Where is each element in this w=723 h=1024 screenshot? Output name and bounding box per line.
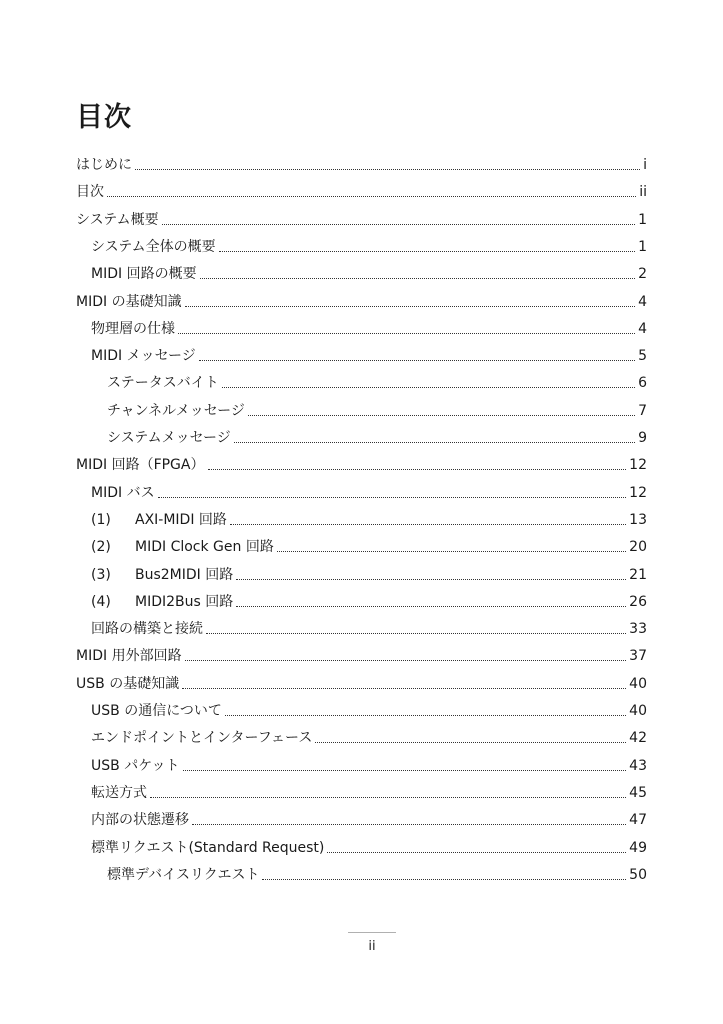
toc-entry-page: 33 [629, 621, 647, 637]
toc-entry-title [91, 784, 147, 802]
toc-entry-page: 12 [629, 485, 647, 501]
toc-entry-page: 26 [629, 594, 647, 610]
toc-entry-page: 2 [638, 266, 647, 282]
toc-entry-label: MIDI 用外部回路 [76, 648, 182, 664]
toc-entry-title [107, 866, 259, 884]
toc-entry[interactable] [91, 228, 647, 256]
toc-entry-number: (3) [91, 567, 111, 583]
toc-entry-title [91, 593, 233, 611]
toc-entry[interactable] [107, 392, 647, 420]
toc-entry-title [76, 183, 104, 201]
toc-entry[interactable] [91, 829, 647, 857]
toc-entry-label: AXI-MIDI 回路 [135, 512, 227, 528]
toc-entry-page: 40 [629, 703, 647, 719]
toc-dot-leader [135, 168, 640, 170]
page-title: 目次 [76, 102, 132, 133]
toc-entry[interactable] [91, 774, 647, 802]
toc-entry[interactable] [107, 419, 647, 447]
toc-entry-page: 5 [638, 348, 647, 364]
toc-entry-title [91, 265, 197, 283]
toc-dot-leader [150, 796, 626, 798]
toc-entry-title [91, 620, 203, 638]
toc-entry[interactable] [107, 856, 647, 884]
toc-entry-title [76, 293, 182, 311]
toc-entry[interactable] [91, 610, 647, 638]
toc-entry-title [107, 429, 231, 447]
toc-dot-leader [192, 823, 626, 825]
toc-dot-leader [236, 605, 626, 607]
toc-entry-label: 内部の状態遷移 [91, 812, 189, 828]
toc-entry-page: 13 [629, 512, 647, 528]
toc-entry-label: 目次 [76, 184, 104, 200]
toc-dot-leader [185, 659, 627, 661]
toc-entry[interactable] [91, 474, 647, 502]
toc-dot-leader [185, 305, 636, 307]
toc-entry-title [76, 211, 159, 229]
toc-dot-leader [162, 223, 635, 225]
toc-entry[interactable] [91, 528, 647, 556]
toc-entry-page: 40 [629, 676, 647, 692]
toc-entry-page: ii [639, 184, 647, 200]
toc-entry-title [76, 647, 182, 665]
toc-entry[interactable] [91, 583, 647, 611]
toc-entry-number: (2) [91, 539, 111, 555]
toc-entry-label: MIDI2Bus 回路 [135, 594, 234, 610]
toc-entry[interactable] [91, 747, 647, 775]
toc-entry-label: システム全体の概要 [91, 239, 216, 255]
toc-dot-leader [222, 386, 635, 388]
toc-entry-title [107, 374, 219, 392]
toc-entry[interactable] [91, 310, 647, 338]
toc-entry-label: MIDI 回路の概要 [91, 266, 197, 282]
toc-dot-leader [206, 632, 626, 634]
toc-entry-title [76, 675, 179, 693]
toc-entry-number: (4) [91, 594, 111, 610]
toc-entry-title [91, 538, 274, 556]
toc-entry-label: USB の基礎知識 [76, 676, 180, 692]
toc-entry[interactable] [76, 637, 647, 665]
toc-dot-leader [234, 441, 635, 443]
toc-dot-leader [178, 332, 635, 334]
toc-entry-label: MIDI メッセージ [91, 348, 196, 364]
toc-dot-leader [183, 769, 627, 771]
toc-dot-leader [248, 414, 635, 416]
toc-entry-label: MIDI バス [91, 485, 155, 501]
toc-entry-title [91, 839, 324, 857]
toc-entry[interactable] [76, 446, 647, 474]
toc-entry-title [76, 156, 132, 174]
toc-entry-title [91, 729, 312, 747]
toc-entry[interactable] [91, 255, 647, 283]
toc-entry-page: 1 [638, 239, 647, 255]
toc-entry[interactable] [107, 364, 647, 392]
toc-entry-page: 42 [629, 730, 647, 746]
toc-entry[interactable] [91, 719, 647, 747]
footer-rule [348, 932, 396, 933]
toc-entry[interactable] [91, 801, 647, 829]
toc-dot-leader [199, 359, 635, 361]
toc-entry[interactable] [76, 201, 647, 229]
toc-entry-page: 21 [629, 567, 647, 583]
toc-entry-page: i [643, 157, 647, 173]
toc-entry-page: 47 [629, 812, 647, 828]
toc-entry[interactable] [91, 692, 647, 720]
toc-entry-label: システムメッセージ [107, 430, 231, 446]
toc-entry[interactable] [76, 283, 647, 311]
toc-entry[interactable] [76, 665, 647, 693]
toc-entry-label: 標準リクエスト(Standard Request) [91, 840, 325, 856]
toc-entry-label: エンドポイントとインターフェース [91, 730, 313, 746]
toc-dot-leader [208, 468, 627, 470]
toc-entry-title [91, 347, 196, 365]
toc-entry-page: 50 [629, 867, 647, 883]
toc-entry-label: USB の通信について [91, 703, 222, 719]
toc-entry-label: MIDI の基礎知識 [76, 294, 182, 310]
toc-entry-page: 9 [638, 430, 647, 446]
toc-entry-label: 回路の構築と接続 [91, 621, 203, 637]
toc-entry-page: 45 [629, 785, 647, 801]
toc-entry-label: Bus2MIDI 回路 [135, 567, 234, 583]
toc-entry-page: 37 [629, 648, 647, 664]
toc-entry-page: 43 [629, 758, 647, 774]
toc-dot-leader [277, 550, 626, 552]
toc-entry-title [76, 456, 205, 474]
toc-entry[interactable] [76, 146, 647, 174]
footer-page-number: ii [368, 939, 376, 954]
toc-dot-leader [219, 250, 635, 252]
toc-entry-title [91, 811, 189, 829]
toc-entry[interactable] [76, 173, 647, 201]
toc-entry-label: MIDI 回路（FPGA） [76, 457, 205, 473]
toc-entry-page: 4 [638, 294, 647, 310]
toc-entry-number: (1) [91, 512, 111, 528]
toc-entry-label: USB パケット [91, 758, 180, 774]
toc-dot-leader [158, 496, 627, 498]
toc-entry-title [91, 566, 233, 584]
toc-dot-leader [107, 195, 636, 197]
toc-entry-title [91, 320, 175, 338]
toc-dot-leader [236, 578, 626, 580]
toc-entry-page: 1 [638, 212, 647, 228]
toc-entry-page: 49 [629, 840, 647, 856]
toc-entry-label: システム概要 [76, 212, 159, 228]
toc-dot-leader [262, 878, 626, 880]
toc-entry-page: 4 [638, 321, 647, 337]
toc-entry-label: チャンネルメッセージ [107, 403, 245, 419]
toc-entry-page: 6 [638, 375, 647, 391]
toc-dot-leader [182, 687, 626, 689]
toc-dot-leader [315, 741, 626, 743]
toc-entry-page: 20 [629, 539, 647, 555]
toc-entry-label: 転送方式 [91, 785, 147, 801]
toc-entry-label: 物理層の仕様 [91, 321, 175, 337]
toc-dot-leader [327, 851, 626, 853]
toc-dot-leader [230, 523, 626, 525]
toc-entry-label: ステータスバイト [107, 375, 219, 391]
toc-entry-title [91, 511, 227, 529]
toc-entry-label: はじめに [76, 157, 132, 173]
toc-entry-label: 標準デバイスリクエスト [107, 867, 260, 883]
toc-entry-page: 7 [638, 403, 647, 419]
toc-entry-title [91, 484, 155, 502]
toc-entry[interactable] [91, 337, 647, 365]
toc-entry-page: 12 [629, 457, 647, 473]
toc-dot-leader [225, 714, 626, 716]
toc-entry[interactable] [91, 501, 647, 529]
toc-entry-title [91, 238, 216, 256]
toc-entry-title [107, 402, 245, 420]
toc-entry-title [91, 757, 180, 775]
toc-entry[interactable] [91, 556, 647, 584]
toc-entry-label: MIDI Clock Gen 回路 [135, 539, 274, 555]
toc-entry-title [91, 702, 222, 720]
toc-dot-leader [200, 277, 636, 279]
